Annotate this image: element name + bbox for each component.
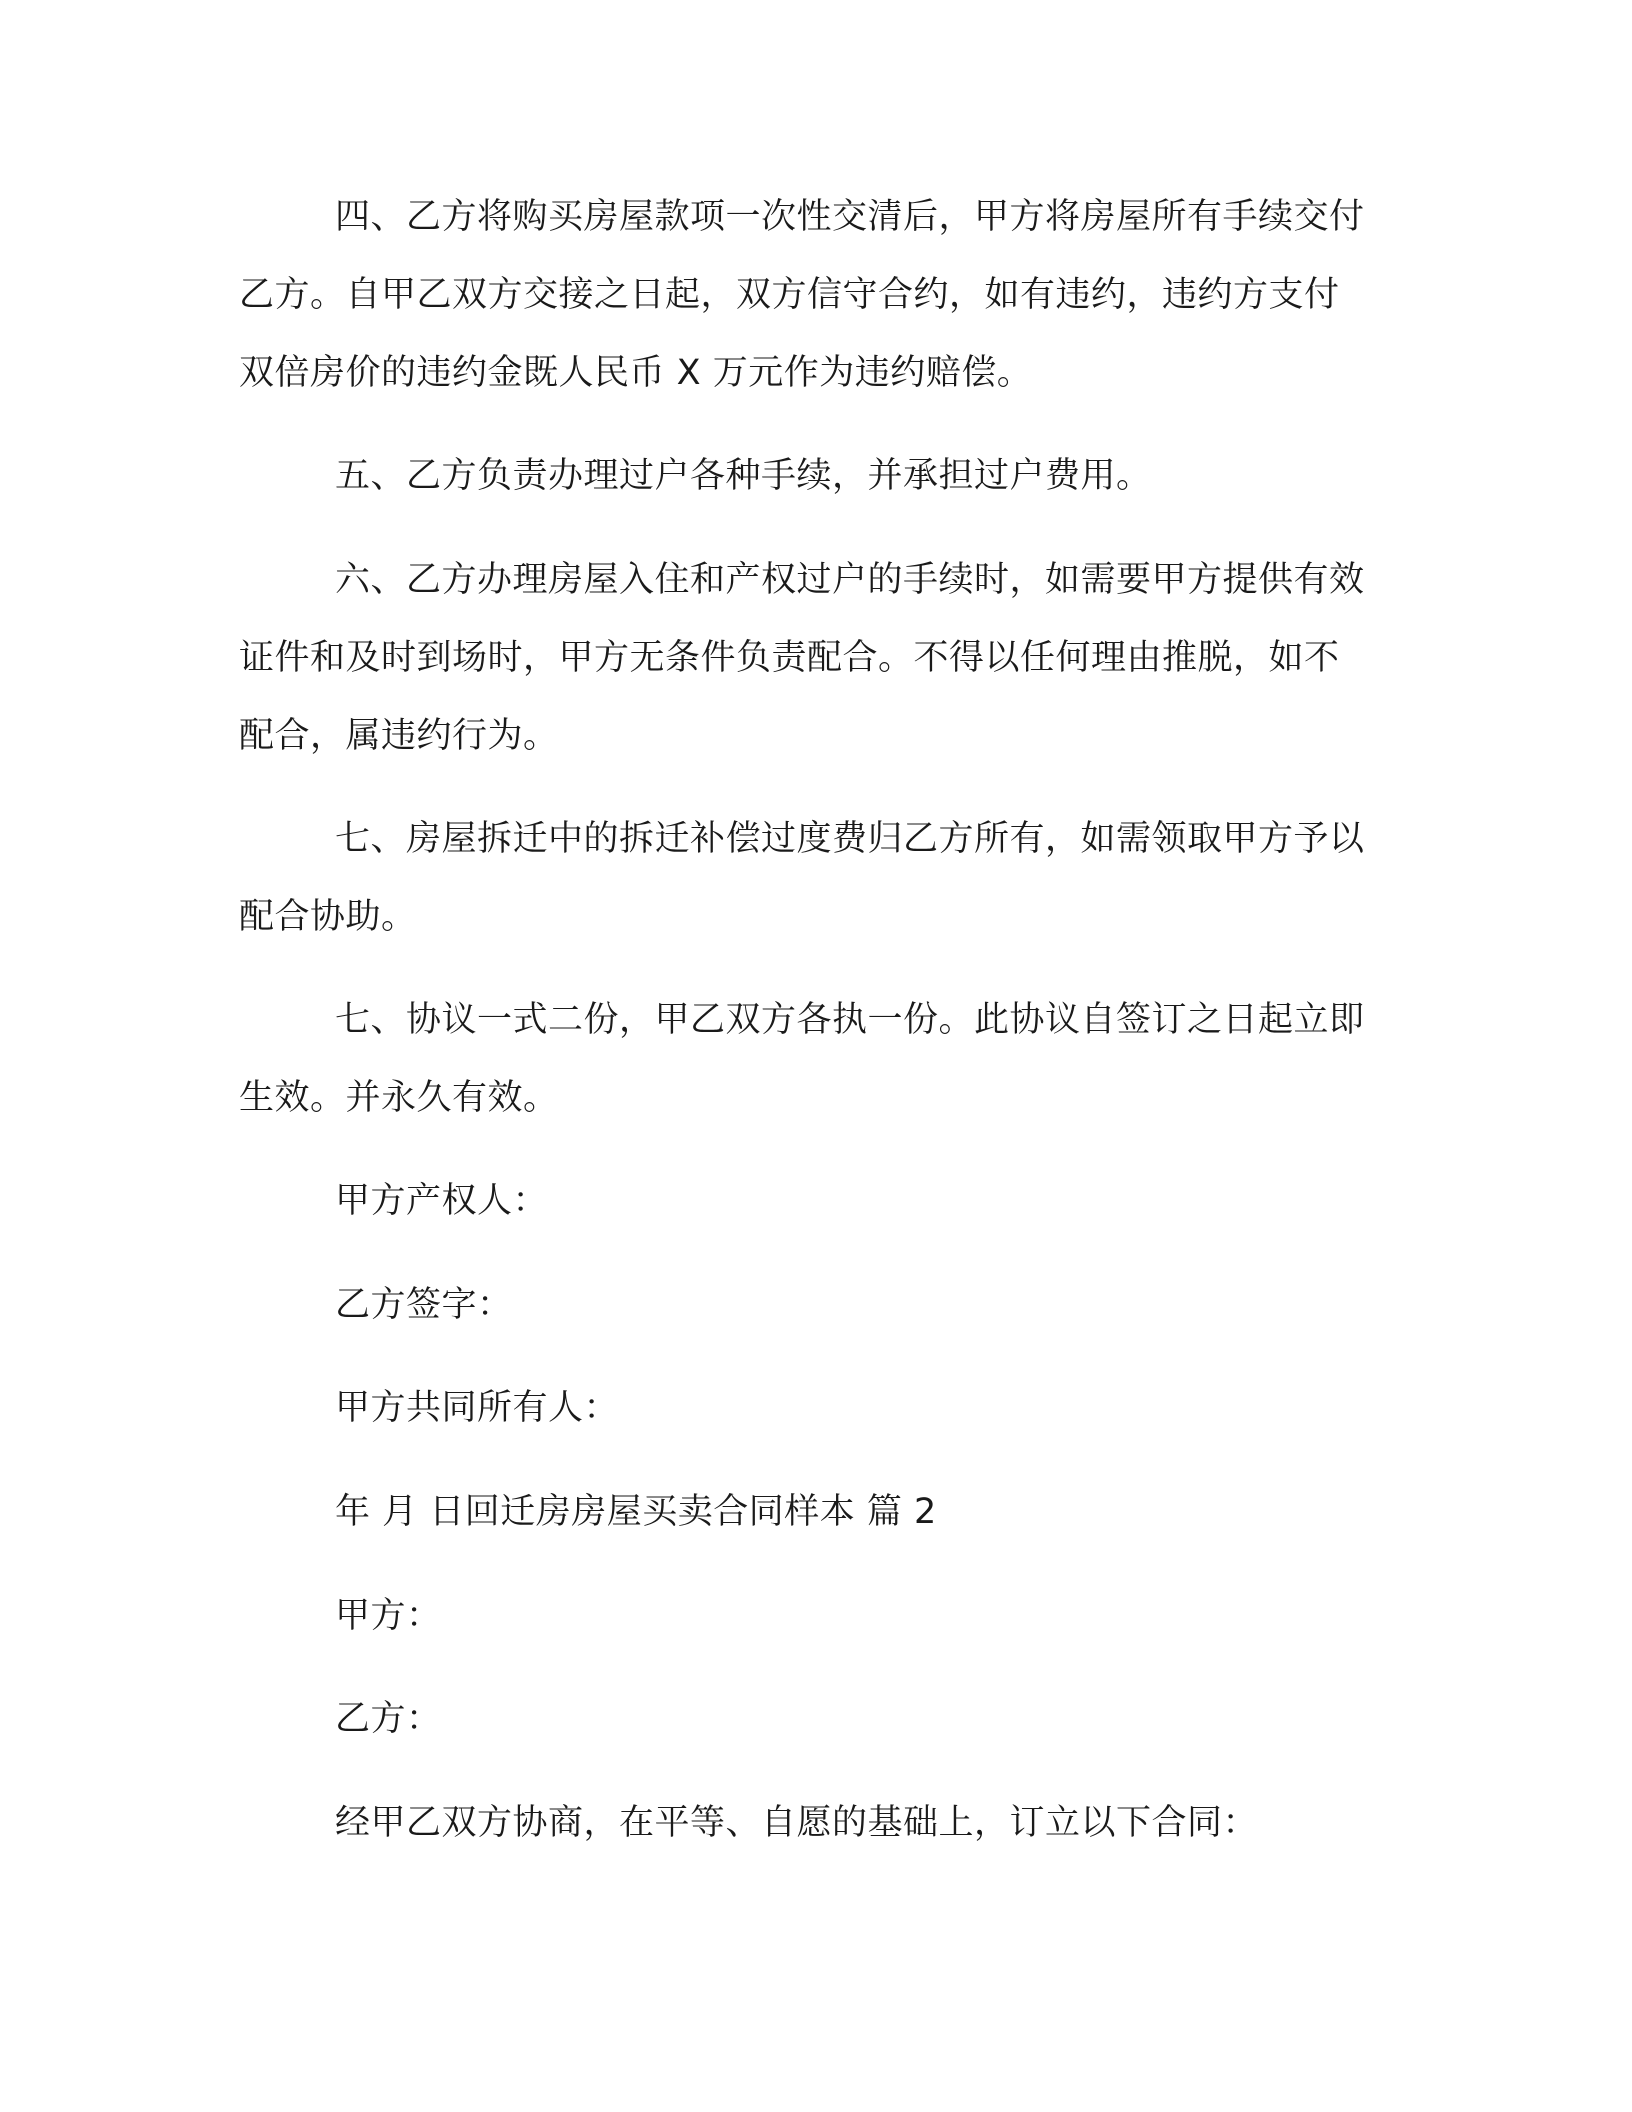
- clause-7-demolition: 七、房屋拆迁中的拆迁补偿过度费归乙方所有，如需领取甲方予以配合协助。: [239, 819, 1365, 937]
- party-a-label: 甲方：: [335, 1596, 442, 1636]
- clause-4: 四、乙方将购买房屋款项一次性交清后，甲方将房屋所有手续交付乙方。自甲乙双方交接之日起，双方信守合约，如有违约，违约方支付双倍房价的违约金既人民币 X 万元作为违约赔偿。: [239, 197, 1365, 393]
- party-a-co-owner-signature-line: 甲方共同所有人：: [335, 1388, 620, 1428]
- clause-5: 五、乙方负责办理过户各种手续，并承担过户费用。: [335, 456, 1152, 496]
- party-b-signature-line: 乙方签字：: [335, 1285, 513, 1325]
- clause-6: 六、乙方办理房屋入住和产权过户的手续时，如需要甲方提供有效证件和及时到场时，甲方无条件负责配合。不得以任何理由推脱，如不配合，属违约行为。: [239, 560, 1365, 756]
- clause-7-copies: 七、协议一式二份，甲乙双方各执一份。此协议自签订之日起立即生效。并永久有效。: [239, 1000, 1365, 1118]
- party-b-label: 乙方：: [335, 1699, 442, 1739]
- party-a-owner-signature-line: 甲方产权人：: [335, 1181, 549, 1221]
- contract-intro: 经甲乙双方协商，在平等、自愿的基础上，订立以下合同：: [335, 1803, 1259, 1843]
- section-2-title: 年 月 日回迁房房屋买卖合同样本 篇 2: [335, 1492, 937, 1532]
